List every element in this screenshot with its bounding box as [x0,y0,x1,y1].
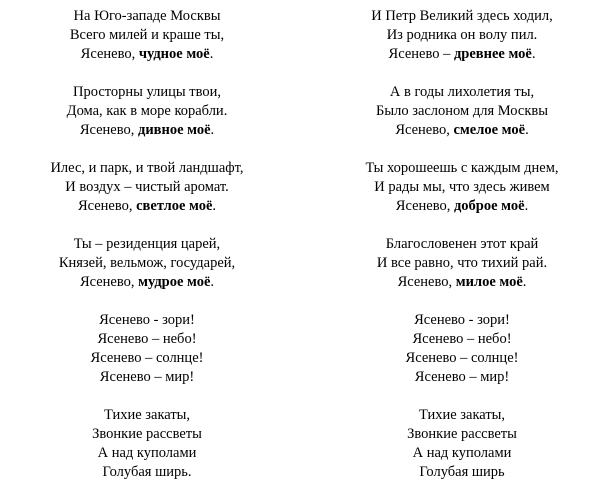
line-punctuation: . [525,122,529,138]
poem-line [337,254,587,273]
stanza [337,159,587,216]
poem-line [337,444,587,463]
line-text: Илес, и парк, и твой ландшафт, [50,160,244,176]
poem-line [22,406,272,425]
line-text: Ты хорошеешь с каждым днем, [365,160,559,176]
poem-line [22,463,272,482]
poem-line [22,102,272,121]
stanza [22,235,272,292]
line-emphasis: доброе моё [453,198,525,214]
poem-line [22,7,272,26]
stanza [22,406,272,482]
poem-line [337,159,587,178]
poem-line [22,425,272,444]
stanza [22,7,272,64]
poem-line [22,444,272,463]
line-text: Ясенево – солнце! [90,350,204,366]
line-text: Звонкие рассветы [92,426,202,442]
line-emphasis: древнее моё [453,46,532,62]
line-text: И воздух – чистый аромат. [65,179,229,195]
line-punctuation: . [212,198,217,214]
line-text: Ты – резиденция царей, [73,236,221,252]
poem-line [337,45,587,64]
stanza [337,311,587,387]
poem-line [337,406,587,425]
poem-line [337,83,587,102]
line-text: Ясенево - зори! [414,312,510,328]
poem-line [22,178,272,197]
poem-line [337,311,587,330]
poem-line [22,273,272,292]
poem-line [22,254,272,273]
poem-line [337,273,587,292]
line-text: Ясенево, [395,122,454,138]
line-text: Из родника он волу пил. [386,27,538,43]
poem-line [337,235,587,254]
stanza [22,83,272,140]
line-text: Ясенево - зори! [99,312,195,328]
line-text: Всего милей и краше ты, [69,27,225,43]
line-text: Голубая ширь [419,464,505,480]
line-punctuation: . [210,274,215,290]
poem-line [337,349,587,368]
line-emphasis: светлое моё [136,198,213,214]
poem-line [22,330,272,349]
poem-line [22,197,272,216]
line-text: Голубая ширь. [102,464,192,480]
line-text: Ясенево, [79,274,139,290]
line-punctuation: . [209,46,214,62]
poem-line [22,349,272,368]
line-text: Звонкие рассветы [407,426,517,442]
poem-line [22,45,272,64]
line-text: Ясенево – мир! [414,369,510,385]
line-text: И Петр Великий здесь ходил, [371,8,553,24]
line-emphasis: чудное моё [138,46,210,62]
stanza [337,235,587,292]
line-text: Дома, как в море корабли. [66,103,228,119]
poem-line [337,7,587,26]
line-text: На Юго-западе Москвы [73,8,221,24]
line-text: И все равно, что тихий рай. [376,255,548,271]
stanza [337,7,587,64]
line-text: Ясенево – [388,46,454,62]
line-emphasis: мудрое моё [138,274,211,290]
line-text: Тихие закаты, [418,407,506,423]
line-text: Ясенево, [80,46,139,62]
line-text: Ясенево, [395,198,454,214]
line-text: Ясенево, [77,198,137,214]
line-text: А над куполами [97,445,197,461]
poem-line [337,368,587,387]
poem-line [22,121,272,140]
line-text: Благословенен этот край [385,236,539,252]
line-punctuation: . [522,274,527,290]
line-text: Ясенево – мир! [99,369,195,385]
line-punctuation: . [210,122,215,138]
poem-line [337,102,587,121]
line-text: А над куполами [412,445,512,461]
line-emphasis: дивное моё [137,122,211,138]
line-punctuation: . [524,198,529,214]
poem-line [22,235,272,254]
line-text: И рады мы, что здесь живем [374,179,550,195]
stanza [22,159,272,216]
line-emphasis: смелое моё [453,122,526,138]
line-text: Ясенево – небо! [97,331,197,347]
line-text: Ясенево, [397,274,456,290]
poem-line [22,83,272,102]
line-text: Ясенево – небо! [412,331,512,347]
poem-line [22,368,272,387]
poem-line [337,197,587,216]
poem-line [337,121,587,140]
line-text: Ясенево, [79,122,138,138]
line-text: А в годы лихолетия ты, [389,84,535,100]
line-emphasis: милое моё [455,274,523,290]
poem-line [22,159,272,178]
poem-column-left [22,7,272,501]
line-text: Было заслоном для Москвы [376,103,548,119]
poem-line [337,26,587,45]
poem-line [337,463,587,482]
stanza [22,311,272,387]
line-punctuation: . [531,46,536,62]
poem-line [22,311,272,330]
poem-line [337,330,587,349]
line-text: Князей, вельмож, государей, [58,255,236,271]
line-text: Просторны улицы твои, [73,84,221,100]
poem-column-right [337,7,587,501]
line-text: Тихие закаты, [103,407,191,423]
line-text: Ясенево – солнце! [405,350,519,366]
stanza [337,83,587,140]
poem-line [22,26,272,45]
poem-line [337,425,587,444]
stanza [337,406,587,482]
poem-line [337,178,587,197]
